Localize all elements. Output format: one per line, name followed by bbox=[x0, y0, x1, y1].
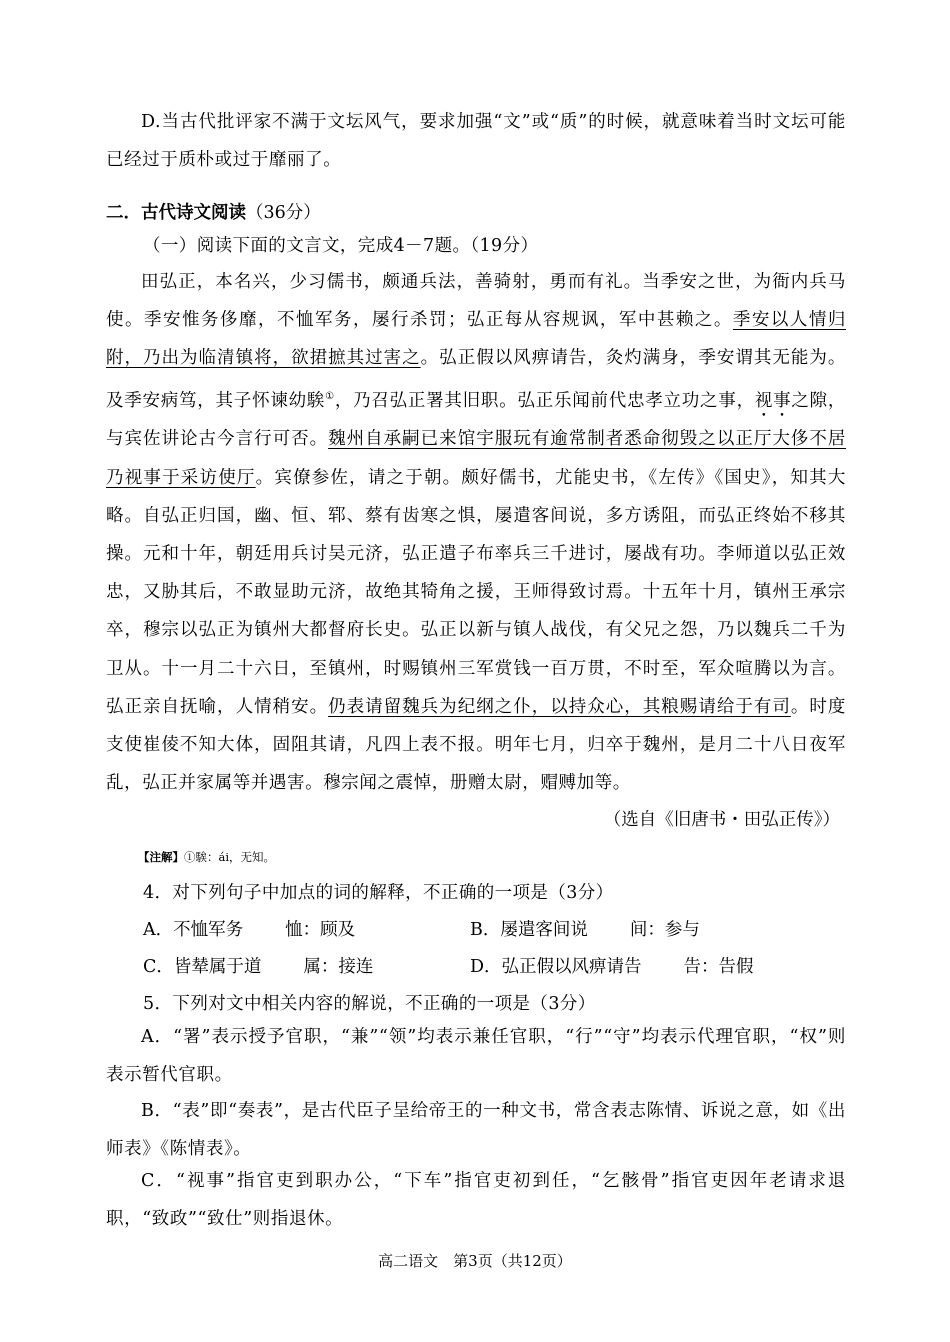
q4-option-a bbox=[143, 916, 355, 941]
q4-option-d-gloss: 告：告假 bbox=[683, 957, 754, 977]
question-4-stem: 4．对下列句子中加点的词的解释，不正确的一项是（3分） bbox=[143, 883, 614, 903]
q4-option-d-phrase: D．弘正假以风痹请告 bbox=[470, 957, 642, 977]
q4-option-d bbox=[470, 953, 754, 978]
option-d-paragraph: D.当古代批评家不满于文坛风气，要求加强“文”或“质”的时候，就意味着当时文坛可能已经过于质朴或过于靡丽了。 bbox=[106, 112, 846, 171]
note-tag: 【注解】 bbox=[138, 850, 184, 864]
section-title: 二．古代诗文阅读 bbox=[106, 203, 246, 223]
question-5-stem: 5．下列对文中相关内容的解说，不正确的一项是（3分） bbox=[143, 994, 596, 1014]
q5-option-b: B．“表”即“奏表”，是古代臣子呈给帝王的一种文书，常含表志陈情、诉说之意，如《出师表》《陈情表》。 bbox=[106, 1101, 846, 1160]
underlined-sentence-3: 仍表请留魏兵为纪纲之仆，以持众心，其粮赐请给于有司 bbox=[328, 696, 791, 717]
q4-option-c-gloss: 属：接连 bbox=[303, 957, 374, 977]
dotted-word: 视 bbox=[754, 390, 774, 411]
passage-sentence: 田弘正，本名兴，少习儒书，颇通兵法，善骑射，勇而有礼。当季安之世，为衙内兵马使。季安惟务侈靡，不恤军务，屡行杀罚；弘正每从容规讽，军中甚赖之。 bbox=[106, 272, 846, 331]
passage-sentence: 。弘正假以风痹请告，灸灼满身，季安谓其无能为。及季安病笃，其子怀谏幼騃 bbox=[106, 348, 846, 411]
page-footer: 高二语文 第3页（共12页） bbox=[378, 1252, 572, 1270]
q4-option-a-gloss: 恤：顾及 bbox=[285, 920, 356, 940]
underlined-sentence-1: 季安以人情归附，乃出为临清镇将，欲捃摭其过害之 bbox=[106, 310, 846, 369]
passage-source: （选自《旧唐书・田弘正传》） bbox=[603, 810, 840, 830]
passage-sentence: 之隙，与宾佐讲论古今言行可否。 bbox=[106, 390, 846, 450]
q4-option-b bbox=[470, 916, 700, 941]
passage-sentence: 。宾僚参佐，请之于朝。颇好儒书，尤能史书，《左传》《国史》，知其大略。自弘正归国，幽、恒、郓、蔡有齿寒之惧，屡遣客间说，多方诱阻，而弘正终始不移其操。元和十年，朝廷用兵讨吴元济，弘正遣子布率兵三千进讨，屡战有功。李师道以弘正效忠，又胁其后，不敢显助元济，故绝其犄角之援，王师得致讨焉。十五年十月，镇州王承宗卒，穆宗以弘正为镇州大都督府长史。弘正以新与镇人战伐，有父兄之怨，乃以魏兵二千为卫从。十一月二十六日，至镇州，时赐镇州三军赏钱一百万贯，不时至，军众喧腾以为言。弘正亲自抚喻，人情稍安。 bbox=[106, 467, 846, 717]
note-text: ①騃：ái，无知。 bbox=[184, 850, 276, 864]
passage-sentence: ，乃召弘正署其旧职。弘正乐闻前代忠孝立功之事， bbox=[334, 390, 755, 411]
annotation-note bbox=[138, 849, 275, 865]
q4-option-a-phrase: A．不恤军务 bbox=[143, 920, 244, 940]
q4-option-c-phrase: C．皆辇属于道 bbox=[143, 957, 262, 977]
underlined-sentence-2: 魏州自承嗣已来馆宇服玩有逾常制者悉命彻毁之以正厅大侈不居乃视事于采访使厅 bbox=[106, 429, 846, 488]
q4-option-c bbox=[143, 953, 373, 978]
footnote-marker: ① bbox=[325, 390, 335, 402]
q5-option-c: C．“视事”指官吏到职办公，“下车”指官吏初到任，“乞骸骨”指官吏因年老请求退职，“致政”“致仕”则指退休。 bbox=[106, 1171, 846, 1230]
q5-option-a: A．“署”表示授予官职，“兼”“领”均表示兼任官职，“行”“守”均表示代理官职，“权”则表示暂代官职。 bbox=[106, 1027, 846, 1086]
passage-sentence: 。时度支使崔倰不知大体，固阻其请，凡四上表不报。明年七月，归卒于魏州，是月二十八日夜军乱，弘正并家属等并遇害。穆宗闻之震悼，册赠太尉，赗赙加等。 bbox=[106, 696, 846, 794]
q4-option-b-phrase: B．屡遣客间说 bbox=[470, 920, 588, 940]
section-heading bbox=[106, 199, 321, 224]
part-intro: （一）阅读下面的文言文，完成4－7题。（19分） bbox=[143, 236, 539, 256]
dotted-word: 事 bbox=[773, 390, 792, 411]
passage-paragraph bbox=[106, 263, 846, 802]
section-score: （36分） bbox=[246, 203, 321, 223]
q4-option-b-gloss: 间：参与 bbox=[629, 920, 700, 940]
